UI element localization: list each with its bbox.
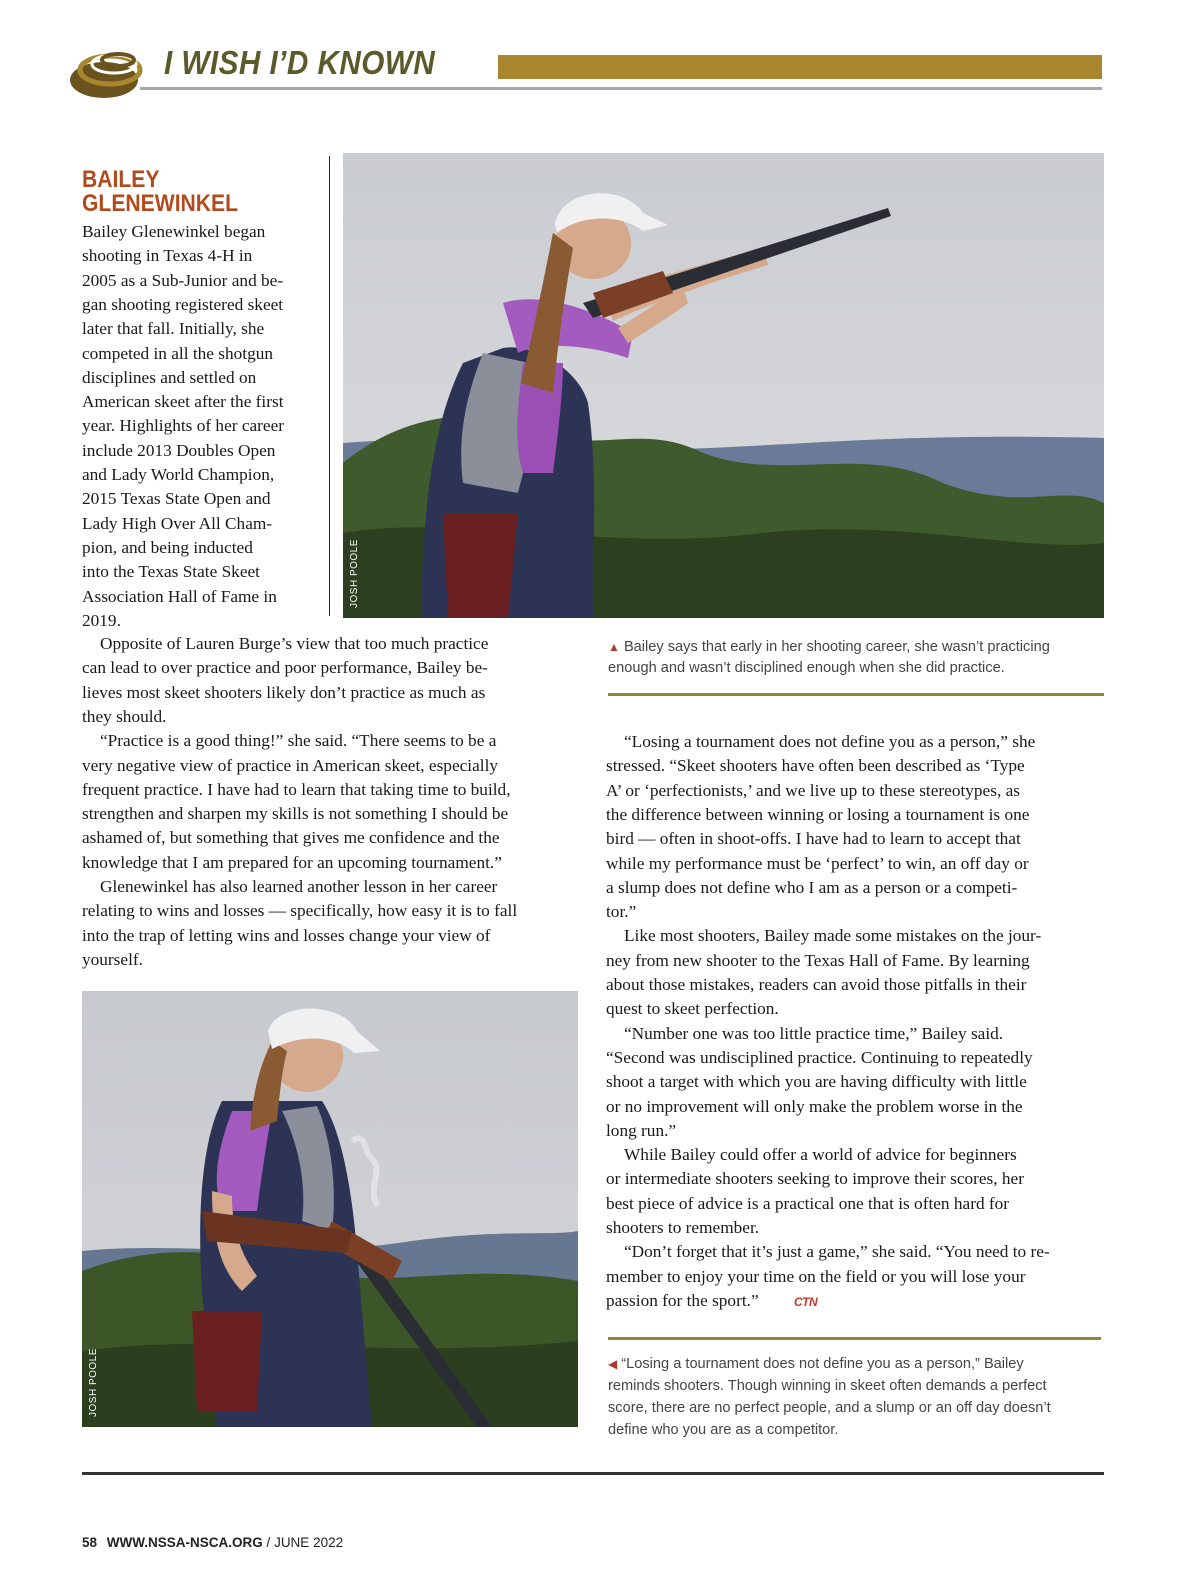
right-col-line: member to enjoy your time on the field or you will lose your bbox=[606, 1266, 1026, 1286]
bio-line: into the Texas State Skeet bbox=[82, 562, 260, 582]
right-col-line: Like most shooters, Bailey made some mistakes on the jour- bbox=[624, 926, 1042, 946]
bio-line: gan shooting registered skeet bbox=[82, 294, 284, 314]
caption-left-arrow-icon: ◀ bbox=[608, 1357, 618, 1371]
left-col-line: relating to wins and losses — specifically, how easy it is to fall bbox=[82, 901, 518, 921]
right-col-line: about those mistakes, readers can avoid those pitfalls in their bbox=[606, 975, 1027, 994]
bio-line: Lady High Over All Cham- bbox=[82, 513, 273, 533]
right-col-line: long run.” bbox=[606, 1120, 677, 1140]
right-col-line: “Losing a tournament does not define you as a person,” she bbox=[624, 732, 1036, 751]
bio-line: pion, and being inducted bbox=[82, 537, 253, 557]
right-col-line: a slump does not define who I am as a person or a competi- bbox=[606, 877, 1018, 897]
bio-line: American skeet after the first bbox=[82, 392, 284, 412]
bio-line: and Lady World Champion, bbox=[82, 465, 275, 484]
bio-line: 2019. bbox=[82, 610, 121, 630]
clay-target-logo-icon bbox=[66, 42, 162, 104]
left-col-line: lieves most skeet shooters likely don’t practice as much as bbox=[82, 682, 486, 702]
caption-top-text-1: Bailey says that early in her shooting career, she wasn’t practicing bbox=[623, 639, 1050, 655]
issue-date: JUNE 2022 bbox=[274, 1535, 344, 1550]
caption-bottom-text-1: “Losing a tournament does not define you as a person,” Bailey bbox=[621, 1356, 1024, 1372]
caption-bottom-line-4: define who you are as a competitor. bbox=[608, 1422, 839, 1438]
left-col-line: strengthen and sharpen my skills is not something I should be bbox=[82, 804, 509, 824]
right-col-line: while my performance must be ‘perfect’ to win, an off day or bbox=[606, 853, 1029, 873]
caption-up-arrow-icon: ▲ bbox=[608, 640, 620, 654]
bio-line: 2015 Texas State Open and bbox=[82, 489, 271, 509]
caption-bottom-line-3: score, there are no perfect people, and a slump or an off day doesn’t bbox=[608, 1400, 1051, 1416]
caption-top-rule bbox=[608, 693, 1104, 696]
bio-line: shooting in Texas 4-H in bbox=[82, 246, 253, 266]
photo-shooter-aiming bbox=[343, 153, 1104, 618]
right-col-line: tor.” bbox=[606, 902, 637, 922]
caption-bottom-line-2: reminds shooters. Though winning in skeet often demands a perfect bbox=[608, 1378, 1047, 1394]
bio-line: include 2013 Doubles Open bbox=[82, 440, 276, 460]
right-col-line: best piece of advice is a practical one that is often hard for bbox=[606, 1193, 1010, 1213]
left-col-line: Glenewinkel has also learned another lesson in her career bbox=[100, 877, 498, 896]
right-col-line: A’ or ‘perfectionists,’ and we live up to these stereotypes, as bbox=[606, 780, 1020, 800]
header-accent-bar bbox=[498, 55, 1102, 79]
left-col-line: they should. bbox=[82, 706, 167, 726]
right-col-line: stressed. “Skeet shooters have often been described as ‘Type bbox=[606, 756, 1025, 776]
bio-line: competed in all the shotgun bbox=[82, 343, 274, 363]
bio-line: later that fall. Initially, she bbox=[82, 319, 265, 339]
right-col-line: quest to skeet perfection. bbox=[606, 999, 779, 1019]
right-col-line: the difference between winning or losing a tournament is one bbox=[606, 804, 1030, 824]
left-col-line: can lead to over practice and poor performance, Bailey be- bbox=[82, 658, 488, 678]
photo-credit-top: JOSH POOLE bbox=[349, 539, 360, 608]
right-col-line: “Don’t forget that it’s just a game,” she said. “You need to re- bbox=[624, 1242, 1050, 1262]
right-col-line: “Second was undisciplined practice. Continuing to repeatedly bbox=[606, 1047, 1033, 1067]
page-number: 58 bbox=[82, 1535, 98, 1550]
caption-top-line-1 bbox=[608, 639, 1050, 655]
footer-rule bbox=[82, 1472, 1104, 1475]
bio-line: year. Highlights of her career bbox=[82, 416, 285, 436]
photo-shooter-loading bbox=[82, 991, 578, 1427]
photo-credit-bottom: JOSH POOLE bbox=[88, 1348, 99, 1417]
right-col-line: shooters to remember. bbox=[606, 1218, 760, 1237]
profile-last-name: GLENEWINKEL bbox=[82, 190, 239, 217]
end-mark-icon: CTN bbox=[794, 1294, 818, 1309]
right-col-line: “Number one was too little practice time,” Bailey said. bbox=[624, 1023, 1004, 1043]
left-col-line: “Practice is a good thing!” she said. “There seems to be a bbox=[100, 731, 497, 751]
right-col-line: ney from new shooter to the Texas Hall of Fame. By learning bbox=[606, 950, 1030, 970]
right-col-line: shoot a target with which you are having difficulty with little bbox=[606, 1072, 1027, 1092]
section-title: I WISH I’D KNOWN bbox=[164, 44, 436, 81]
left-col-line: yourself. bbox=[82, 949, 143, 969]
left-col-line: Opposite of Lauren Burge’s view that too much practice bbox=[100, 634, 489, 653]
profile-name bbox=[82, 168, 293, 216]
header-rule bbox=[140, 87, 1102, 90]
right-col-line: bird — often in shoot-offs. I have had to learn to accept that bbox=[606, 829, 1021, 849]
bio-line: Association Hall of Fame in bbox=[82, 586, 277, 606]
right-col-line: or intermediate shooters seeking to improve their scores, her bbox=[606, 1169, 1024, 1189]
bio-line: Bailey Glenewinkel began bbox=[82, 222, 266, 241]
footer-separator: / bbox=[262, 1535, 275, 1550]
left-col-line: ashamed of, but something that gives me confidence and the bbox=[82, 828, 500, 848]
profile-first-name: BAILEY bbox=[82, 166, 160, 193]
caption-top-line-2: enough and wasn’t disciplined enough when she did practice. bbox=[608, 660, 1005, 676]
caption-bottom-rule bbox=[608, 1337, 1101, 1340]
bio-divider bbox=[329, 156, 330, 616]
bio-line: disciplines and settled on bbox=[82, 367, 257, 387]
left-col-line: into the trap of letting wins and losses change your view of bbox=[82, 925, 491, 945]
right-col-line: While Bailey could offer a world of advice for beginners bbox=[624, 1145, 1017, 1165]
right-col-line: passion for the sport.” bbox=[606, 1290, 759, 1310]
footer bbox=[82, 1535, 343, 1550]
bio-line: 2005 as a Sub-Junior and be- bbox=[82, 270, 284, 290]
left-col-line: frequent practice. I have had to learn that taking time to build, bbox=[82, 779, 511, 799]
left-col-line: knowledge that I am prepared for an upcoming tournament.” bbox=[82, 852, 502, 872]
caption-bottom-line-1 bbox=[608, 1356, 1024, 1372]
website-link[interactable]: WWW.NSSA-NSCA.ORG bbox=[106, 1535, 263, 1550]
left-col-line: very negative view of practice in American skeet, especially bbox=[82, 755, 499, 775]
right-col-line: or no improvement will only make the problem worse in the bbox=[606, 1096, 1023, 1116]
